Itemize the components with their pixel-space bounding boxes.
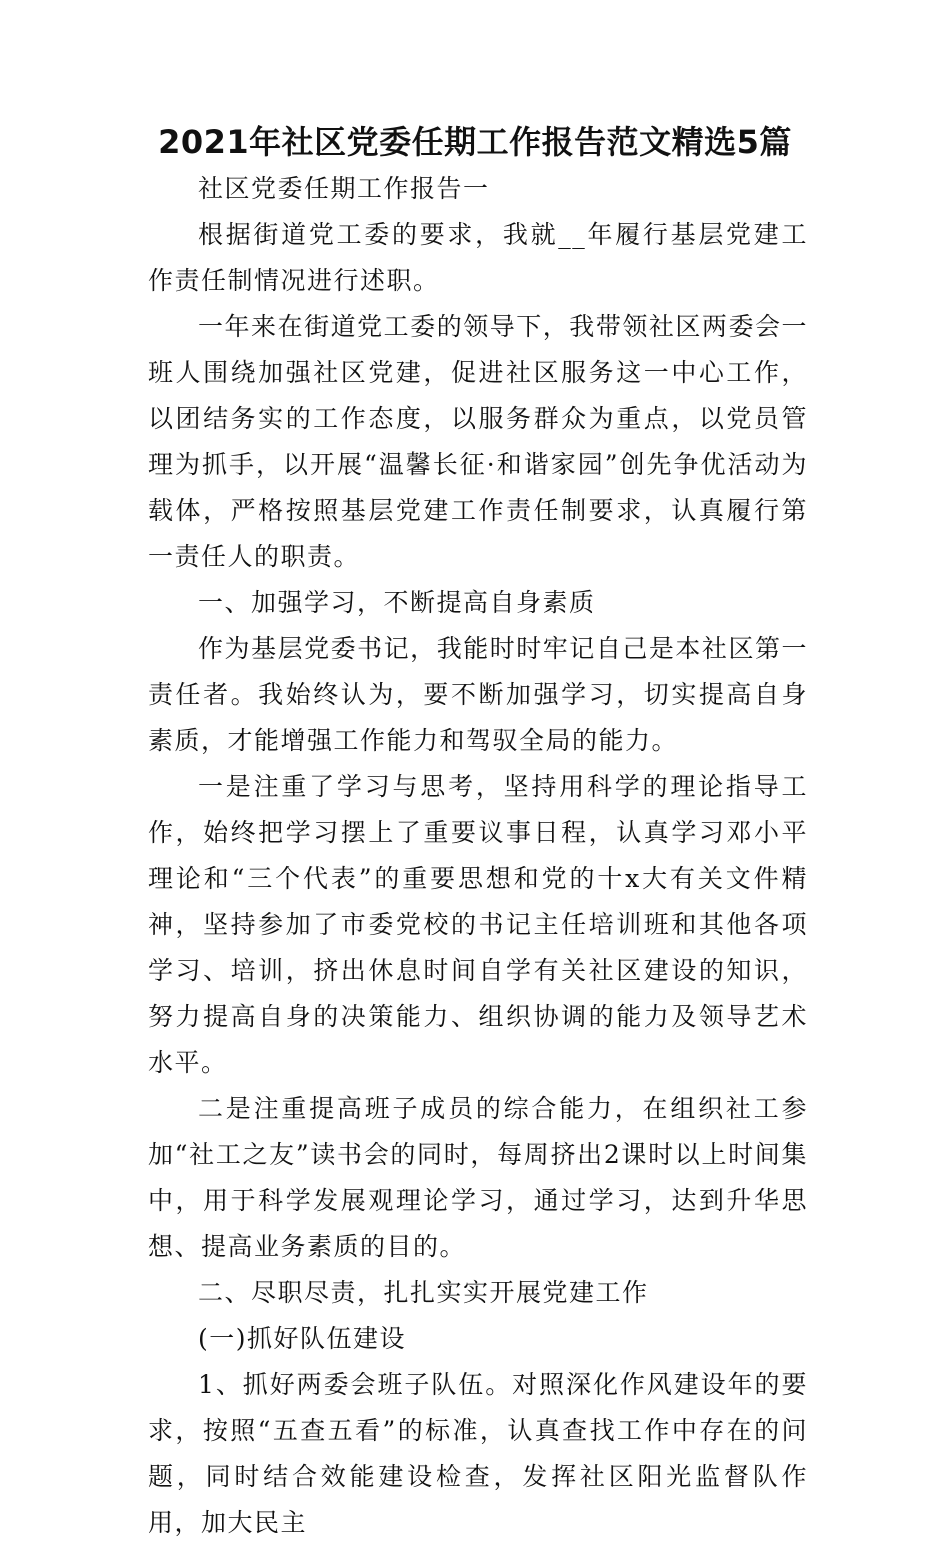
paragraph: 二是注重提高班子成员的综合能力，在组织社工参加“社工之友”读书会的同时，每周挤出2课时以上时间集中，用于科学发展观理论学习，通过学习，达到升华思想、提高业务素质的目的。	[148, 1094, 808, 1261]
section-heading: 一、加强学习，不断提高自身素质	[198, 588, 596, 617]
document-title: 2021年社区党委任期工作报告范文精选5篇	[158, 123, 792, 161]
paragraph: 根据街道党工委的要求，我就__年履行基层党建工作责任制情况进行述职。	[148, 220, 808, 295]
subsection-heading: (一)抓好队伍建设	[198, 1324, 407, 1353]
paragraph: 作为基层党委书记，我能时时牢记自己是本社区第一责任者。我始终认为，要不断加强学习，切实提高自身素质，才能增强工作能力和驾驭全局的能力。	[148, 634, 808, 755]
section-heading: 二、尽职尽责，扎扎实实开展党建工作	[198, 1278, 649, 1307]
paragraph-report-heading: 社区党委任期工作报告一	[198, 174, 490, 203]
paragraph: 一是注重了学习与思考，坚持用科学的理论指导工作，始终把学习摆上了重要议事日程，认真学习邓小平理论和“三个代表”的重要思想和党的十x大有关文件精神，坚持参加了市委党校的书记主任培训班和其他各项学习、培训，挤出休息时间自学有关社区建设的知识，努力提高自身的决策能力、组织协调的能力及领导艺术水平。	[148, 772, 808, 1077]
document-body	[148, 166, 808, 1546]
paragraph: 1、抓好两委会班子队伍。对照深化作风建设年的要求，按照“五查五看”的标准，认真查找工作中存在的问题，同时结合效能建设检查，发挥社区阳光监督队作用，加大民主	[148, 1370, 808, 1537]
paragraph: 一年来在街道党工委的领导下，我带领社区两委会一班人围绕加强社区党建，促进社区服务这一中心工作，以团结务实的工作态度，以服务群众为重点，以党员管理为抓手，以开展“温馨长征·和谐家园”创先争优活动为载体，严格按照基层党建工作责任制要求，认真履行第一责任人的职责。	[148, 312, 808, 571]
